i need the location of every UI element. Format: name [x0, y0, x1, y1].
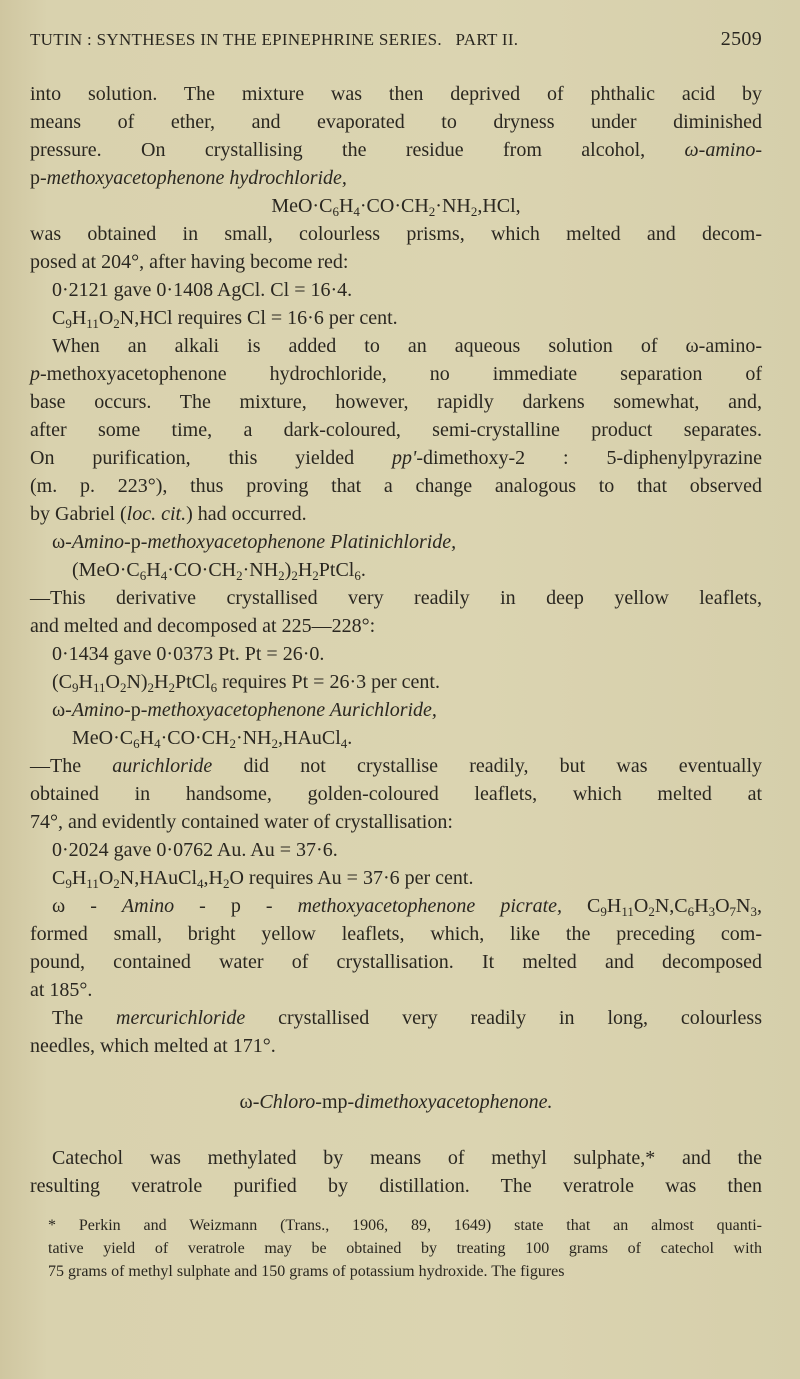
- subscript: 6: [133, 736, 140, 751]
- text: (MeO·C: [72, 559, 140, 581]
- subscript: 2: [428, 204, 436, 219]
- subscript: 6: [139, 568, 147, 583]
- text-line: [30, 388, 762, 416]
- text: p-: [130, 699, 148, 721]
- text-line: [30, 416, 762, 444]
- text: ,: [756, 895, 762, 917]
- text: 0·2121 gave 0·1408 AgCl. Cl = 16·4.: [52, 279, 353, 301]
- spacer: [30, 1060, 762, 1088]
- subscript: 11: [86, 316, 99, 331]
- subscript: 4: [353, 204, 360, 219]
- text: H: [694, 895, 709, 917]
- text: ·NH: [235, 727, 272, 749]
- text: (m. p. 223°), thus proving that a change analogous to that observed: [30, 475, 762, 497]
- text-line: [30, 136, 762, 164]
- text-line: [30, 192, 762, 220]
- text: N: [736, 895, 751, 917]
- text: 0·2024 gave 0·0762 Au. Au = 37·6.: [52, 839, 338, 861]
- text: methoxyacetophenone hydrochloride, no immediate separation of: [46, 363, 762, 385]
- text-line: [30, 304, 762, 332]
- italic-text: Amino-: [71, 699, 131, 721]
- text: means of ether, and evaporated to dryness under diminished: [30, 111, 762, 133]
- text: ·CO·CH: [160, 727, 230, 749]
- subscript: 2: [113, 316, 120, 331]
- text: —The: [30, 755, 113, 777]
- text-line: [30, 948, 762, 976]
- text: On purification, this yielded: [30, 447, 393, 469]
- text: and melted and decomposed at 225—228°:: [30, 615, 376, 637]
- text: N,C: [654, 895, 688, 917]
- subscript: 6: [210, 680, 218, 695]
- text: N): [126, 671, 148, 693]
- text: base occurs. The mixture, however, rapidly darkens somewhat, and,: [30, 391, 762, 413]
- subscript: 4: [160, 568, 168, 583]
- subscript: 2: [168, 680, 175, 695]
- subscript: 11: [86, 876, 99, 891]
- text-line: [30, 836, 762, 864]
- text: H: [154, 671, 169, 693]
- footnote-line: tative yield of veratrole may be obtained by treating 100 grams of catechol with: [48, 1240, 762, 1257]
- text: posed at 204°, after having become red:: [30, 251, 349, 273]
- page-number: 2509: [720, 28, 762, 50]
- text: ·CO·CH: [359, 195, 429, 217]
- subscript: 2: [222, 876, 230, 891]
- footnote: [48, 1214, 762, 1283]
- subscript: 2: [278, 568, 285, 583]
- text: O: [715, 895, 730, 917]
- text: H: [297, 559, 313, 581]
- text-line: [30, 892, 762, 920]
- subscript: 2: [648, 904, 655, 919]
- subscript: 2: [236, 568, 243, 583]
- subscript: 6: [687, 904, 695, 919]
- text: did not crystallise readily, but was eventually: [212, 755, 763, 777]
- italic-text: Amino-: [71, 531, 131, 553]
- text-line: [30, 640, 762, 668]
- text: H: [78, 671, 93, 693]
- text-line: [30, 444, 762, 472]
- subscript: 4: [154, 736, 161, 751]
- text: O: [98, 867, 114, 889]
- text: mp-: [321, 1091, 355, 1113]
- text: formed small, bright yellow leaflets, which, like the preceding com-: [30, 923, 762, 945]
- italic-text: Amino: [121, 895, 175, 917]
- subscript: 9: [65, 876, 72, 891]
- text: .: [347, 727, 353, 749]
- text: H: [139, 727, 155, 749]
- subscript: 11: [92, 680, 106, 695]
- text-line: [30, 1004, 762, 1032]
- text: H: [338, 195, 354, 217]
- text-line: [30, 780, 762, 808]
- text: ω-: [52, 531, 72, 553]
- text-line: [30, 808, 762, 836]
- text: ·NH: [435, 195, 471, 217]
- running-title: TUTIN : SYNTHESES IN THE EPINEPHRINE SERIES. PART II.: [30, 30, 519, 49]
- text: was obtained in small, colourless prisms, which melted and decom-: [30, 223, 762, 245]
- subscript: 3: [750, 904, 757, 919]
- text-line: [30, 472, 762, 500]
- subscript: 9: [600, 904, 607, 919]
- subscript: 11: [621, 904, 634, 919]
- body-text: [30, 80, 762, 1200]
- text: ,HAuCl: [278, 727, 341, 749]
- text: by Gabriel (: [30, 503, 127, 525]
- italic-text: p-: [30, 363, 47, 385]
- italic-text: aurichloride: [112, 755, 213, 777]
- italic-text: methoxyacetophenone Aurichloride,: [147, 699, 437, 721]
- text: ) had occurred.: [186, 503, 307, 525]
- text: -dimethoxy-2 : 5-diphenylpyrazine: [416, 447, 762, 469]
- text-line: [30, 164, 762, 192]
- text: ·CO·CH: [167, 559, 237, 581]
- text-line: [30, 584, 762, 612]
- subscript: 2: [470, 204, 478, 219]
- text: C: [562, 895, 601, 917]
- text-line: [30, 724, 762, 752]
- text: PtCl: [318, 559, 355, 581]
- italic-text: Chloro-: [259, 1091, 322, 1113]
- text-line: [30, 332, 762, 360]
- text: C: [52, 307, 66, 329]
- subscript: 6: [332, 204, 339, 219]
- text-line: [30, 276, 762, 304]
- text: When an alkali is added to an aqueous solution of ω-amino-: [52, 335, 762, 357]
- text: crystallised very readily in long, colourless: [245, 1007, 763, 1029]
- subscript: 6: [354, 568, 361, 583]
- italic-text: ω-amino-: [684, 139, 762, 161]
- text: Catechol was methylated by means of methyl sulphate,* and the: [52, 1147, 762, 1169]
- text-line: [30, 668, 762, 696]
- text: ω -: [52, 895, 122, 917]
- text: O requires Au = 37·6 per cent.: [229, 867, 474, 889]
- text: ·NH: [242, 559, 279, 581]
- text: pressure. On crystallising the residue from alcohol,: [30, 139, 685, 161]
- subscript: 9: [72, 680, 79, 695]
- subscript: 2: [291, 568, 298, 583]
- subscript: 2: [312, 568, 319, 583]
- text: H: [606, 895, 622, 917]
- text: MeO·C: [271, 195, 333, 217]
- text: O: [98, 307, 114, 329]
- text: .: [360, 559, 366, 581]
- text-line: [30, 528, 762, 556]
- spacer: [30, 1116, 762, 1144]
- text: H: [71, 867, 87, 889]
- italic-text: methoxyacetophenone picrate,: [297, 895, 562, 917]
- text-line: [30, 612, 762, 640]
- text: into solution. The mixture was then deprived of phthalic acid by: [30, 83, 762, 105]
- text-line: [30, 500, 762, 528]
- text: C: [52, 867, 66, 889]
- subscript: 9: [65, 316, 72, 331]
- italic-text: methoxyacetophenone Platinichloride,: [147, 531, 457, 553]
- text: O: [633, 895, 649, 917]
- text-line: [30, 360, 762, 388]
- text-line: [30, 976, 762, 1004]
- text-line: [30, 80, 762, 108]
- text-line: [30, 1088, 762, 1116]
- text: The: [52, 1007, 116, 1029]
- page-content: [30, 80, 762, 1283]
- subscript: 2: [113, 876, 120, 891]
- text: ω-: [52, 699, 72, 721]
- text-line: [30, 556, 762, 584]
- text: PtCl: [175, 671, 211, 693]
- subscript: 4: [340, 736, 348, 751]
- text: N,HAuCl: [119, 867, 198, 889]
- text: H: [71, 307, 87, 329]
- text-line: [30, 248, 762, 276]
- italic-text: methoxyacetophenone hydrochloride,: [46, 167, 347, 189]
- text: H: [146, 559, 161, 581]
- text-line: [30, 108, 762, 136]
- subscript: 2: [271, 736, 278, 751]
- text: at 185°.: [30, 979, 93, 1001]
- text: —This derivative crystallised very readily in deep yellow leaflets,: [30, 587, 762, 609]
- text: MeO·C: [72, 727, 134, 749]
- text-line: [30, 1032, 762, 1060]
- text: needles, which melted at 171°.: [30, 1035, 276, 1057]
- text: after some time, a dark-coloured, semi-crystalline product separates.: [30, 419, 762, 441]
- text: 74°, and evidently contained water of crystallisation:: [30, 811, 453, 833]
- footnote-line: 75 grams of methyl sulphate and 150 grams of potassium hydroxide. The figures: [48, 1263, 565, 1280]
- subscript: 7: [729, 904, 737, 919]
- text: requires Pt = 26·3 per cent.: [217, 671, 440, 693]
- text: O: [105, 671, 120, 693]
- italic-text: dimethoxyacetophenone.: [354, 1091, 553, 1113]
- text: 0·1434 gave 0·0373 Pt. Pt = 26·0.: [52, 643, 325, 665]
- text: resulting veratrole purified by distillation. The veratrole was then: [30, 1175, 762, 1197]
- text: - p -: [174, 895, 298, 917]
- text-line: [30, 1144, 762, 1172]
- text-line: [30, 696, 762, 724]
- subscript: 4: [197, 876, 204, 891]
- footnote-line: * Perkin and Weizmann (Trans., 1906, 89, 1649) state that an almost quanti-: [48, 1217, 762, 1234]
- subscript: 3: [708, 904, 716, 919]
- text: ): [284, 559, 292, 581]
- text: ,H: [203, 867, 223, 889]
- subscript: 2: [147, 680, 155, 695]
- italic-text: loc. cit.: [126, 503, 187, 525]
- text-line: [30, 220, 762, 248]
- text: (C: [52, 671, 72, 693]
- text: p-: [130, 531, 148, 553]
- subscript: 2: [119, 680, 127, 695]
- text-line: [30, 752, 762, 780]
- text: ,HCl,: [477, 195, 521, 217]
- text-line: [30, 1172, 762, 1200]
- text: pound, contained water of crystallisation. It melted and decomposed: [30, 951, 762, 973]
- text-line: [30, 864, 762, 892]
- text: N,HCl requires Cl = 16·6 per cent.: [119, 307, 398, 329]
- subscript: 2: [229, 736, 236, 751]
- italic-text: pp': [392, 447, 417, 469]
- text: ω-: [239, 1091, 260, 1113]
- text: p-: [30, 167, 47, 189]
- running-header: [30, 28, 762, 52]
- italic-text: mercurichloride: [116, 1007, 246, 1029]
- text-line: [30, 920, 762, 948]
- text: obtained in handsome, golden-coloured leaflets, which melted at: [30, 783, 762, 805]
